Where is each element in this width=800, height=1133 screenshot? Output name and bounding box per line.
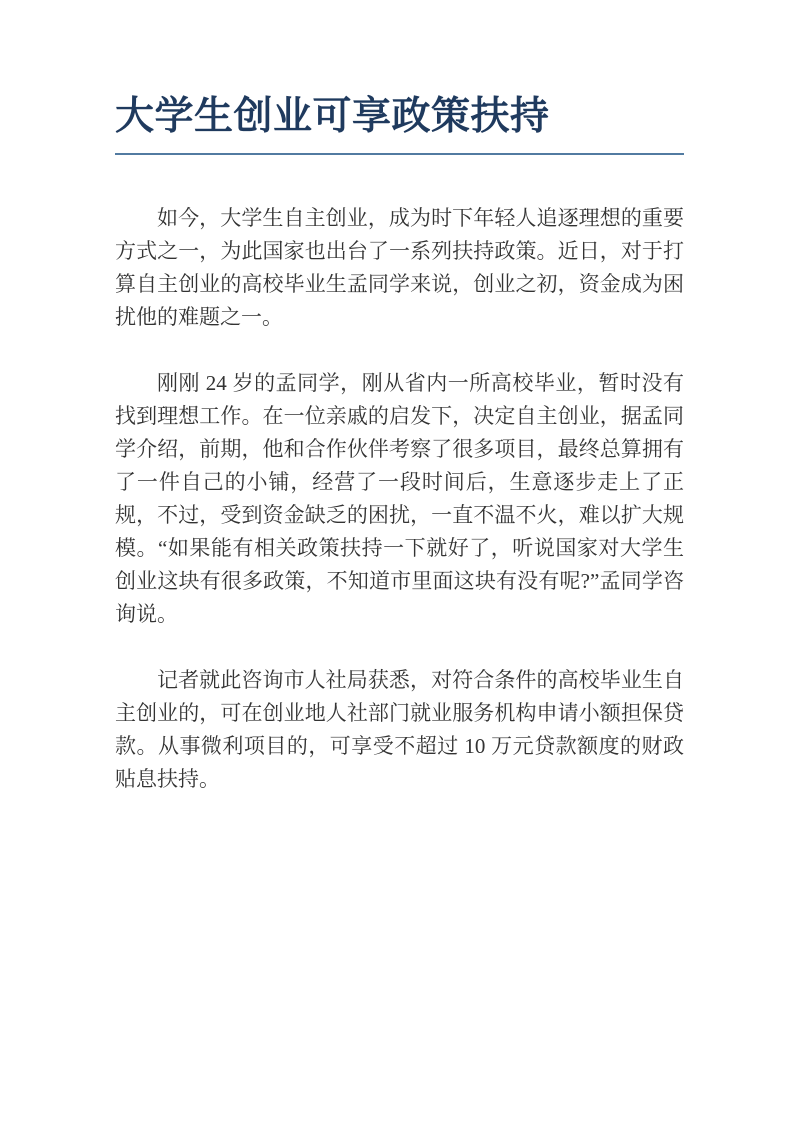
title-divider	[115, 153, 684, 155]
document-page	[0, 97, 800, 1133]
paragraph: 记者就此咨询市人社局获悉，对符合条件的高校毕业生自主创业的，可在创业地人社部门就业服务机构申请小额担保贷款。从事微利项目的，可享受不超过 10 万元贷款额度的财政贴息扶持。	[115, 668, 684, 791]
article-title: 大学生创业可享政策扶持	[115, 95, 550, 138]
article-body	[115, 202, 684, 796]
paragraph: 刚刚 24 岁的孟同学，刚从省内一所高校毕业，暂时没有找到理想工作。在一位亲戚的启发下，决定自主创业，据孟同学介绍，前期，他和合作伙伴考察了很多项目，最终总算拥有了一件自己的小铺，经营了一段时间后，生意逐步走上了正规，不过，受到资金缺乏的困扰，一直不温不火，难以扩大规模。“如果能有相关政策扶持一下就好了，听说国家对大学生创业这块有很多政策，不知道市里面这块有没有呢?”孟同学咨询说。	[115, 371, 684, 626]
paragraph: 如今，大学生自主创业，成为时下年轻人追逐理想的重要方式之一，为此国家也出台了一系列扶持政策。近日，对于打算自主创业的高校毕业生孟同学来说，创业之初，资金成为困扰他的难题之一。	[115, 206, 684, 329]
